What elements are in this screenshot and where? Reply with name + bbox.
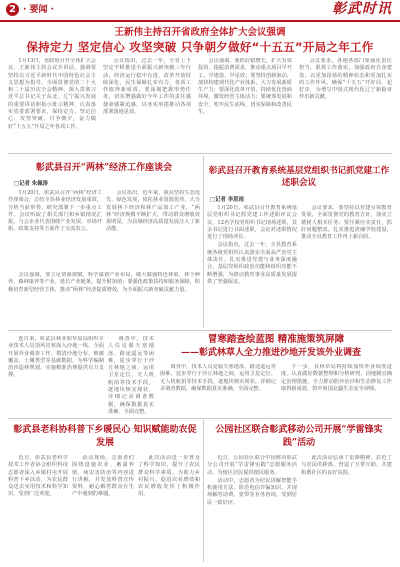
science-paragraph: 近日，彰武县老科学技术工作者协会组织科技志愿者深入乡镇村屯开展科普下乡活动，为农民群众送去实用技术和科学知识，受到广泛欢迎。 bbox=[8, 455, 68, 498]
feature-column-1 bbox=[8, 336, 104, 414]
column-divider bbox=[203, 420, 204, 562]
feature-column-2 bbox=[108, 336, 154, 414]
lead-headline: 保持定力 坚定信心 攻坚突破 只争朝夕做好“十五五”开局之年工作 bbox=[26, 40, 374, 54]
science-column-1 bbox=[8, 455, 68, 560]
forestry-paragraph: 会议强调，要立足资源禀赋，科学谋划产业布局，做大做强特色林果、林下种养、森林康养等产业，延长产业链条，提升附加值；要强化政策扶持和服务保障，积极培育新型经营主体，推动“两林”经济提质增效，为全面振兴新突破贡献力量。 bbox=[8, 272, 200, 293]
forestry-column-2 bbox=[106, 190, 200, 270]
column-divider bbox=[203, 156, 204, 328]
forestry-paragraph: 1月20日，彰武县召开“两林”经济工作座谈会，总结全县林业经济发展成效，分析当前形势，研究部署下一步重点工作。会议听取了相关部门和乡镇情况汇报，与会企业代表围绕产业发展、市场开拓、政策支持等方面作了交流发言。 bbox=[8, 190, 102, 233]
education-paragraph: 会议要求，要坚持以党建引领教育发展，全面贯彻党的教育方针，落实立德树人根本任务；要压紧压实责任，抓好问题整改，扎实推进清廉学校建设，推动全县教育工作再上新台阶。 bbox=[301, 205, 392, 241]
divider bbox=[8, 153, 392, 154]
science-paragraph: 活动现场，志愿者们围绕设施农业、畜禽养殖、病虫害防治等内容进行讲解，并发放科普宣传资料，耐心解答群众在生产中遇到的难题。 bbox=[72, 455, 134, 498]
section-label: · 要闻 · bbox=[23, 5, 55, 15]
feature-paragraph: 调查中，技术人员克服天寒地冻、路途遥远等困难，徒步穿行于沙丘林地之间，运用卫星定位、无人机航拍等技术手段，逐地块核实现状，详细记录调查数据，确保数据真实准确、全面完整。 bbox=[108, 336, 154, 414]
feature-column-4 bbox=[281, 364, 392, 414]
lead-paragraph: 会议强调，要抓好稳增长，扩大有效投资，提振消费需求，推动重点项目早开工、早建设、早见效；要坚持创新驱动，加快构建现代化产业体系，大力发展新质生产力；要深化改革开放，持续优化营商环境，激发经营主体活力；要统筹发展和安全，兜牢民生底线，切实保障和改善民生。 bbox=[198, 58, 292, 116]
lead-column-4 bbox=[299, 58, 392, 150]
science-column-2 bbox=[72, 455, 134, 560]
community-column-1 bbox=[207, 455, 297, 560]
lead-column-1 bbox=[8, 58, 96, 150]
feature-column-3 bbox=[160, 364, 276, 414]
education-column-1 bbox=[207, 205, 297, 325]
community-paragraph: 活动中，志愿者为居民讲解智能手机使用方法、防范电信诈骗知识，并现场解答话费、宽带等业务咨询，受到居民一致好评。 bbox=[207, 477, 297, 506]
education-paragraph: 会议指出，过去一年，全县教育系统各级党组织认真落实全面从严治党主体责任，扎实推进党建与业务深度融合，基层党组织政治功能和组织功能不断增强，为推动教育事业高质量发展提供了坚强保证。 bbox=[207, 242, 297, 285]
newspaper-logo: 彰武时讯 bbox=[332, 1, 392, 17]
lead-column-2 bbox=[103, 58, 191, 150]
community-paragraph: 近日，公园社区联合中国移动彰武分公司开展“学雷锋实践”志愿服务活动，为辖区居民提供便民服务。 bbox=[207, 455, 297, 476]
forestry-byline: □记者 朱佩涛 bbox=[14, 181, 48, 187]
community-column-2 bbox=[301, 455, 392, 560]
divider bbox=[8, 418, 392, 419]
community-headline: 公园社区联合彰武移动公司开展“学雷锋实践”活动 bbox=[215, 425, 383, 448]
feature-headline: 冒寒踏查绘蓝图 精准施策筑屏障 bbox=[207, 334, 345, 345]
divider bbox=[8, 330, 392, 331]
page-number: 2 bbox=[6, 3, 19, 16]
feature-subheadline: ——彰武林草人全力推进沙地开发该外业调查 bbox=[180, 348, 361, 358]
education-paragraph: 1月20日，彰武县召开教育系统基层党组织书记抓党建工作述职评议会议，12名学校党组织书记现场述职，其余书记进行书面述职，会议对述职情况进行了现场评议。 bbox=[207, 205, 297, 241]
education-byline: □记者 李思雨 bbox=[210, 197, 244, 203]
community-paragraph: 此次活动弘扬了雷锋精神，拉近了与居民的距离，营造了互帮互助、共建和谐社区的良好氛围。 bbox=[301, 455, 392, 476]
lead-kicker: 王新伟主持召开省政府全体扩大会议强调 bbox=[114, 27, 286, 38]
feature-paragraph: 连日来，彰武县林业和草原局组织专业技术人员顶风冒寒深入沙地一线，全面开展外业调查工作，摸清沙地分布、植被覆盖、土壤类型等基础数据，为科学编制治沙造林规划、实施精准治理提供有力支撑。 bbox=[8, 336, 104, 379]
lead-paragraph: 会议要求，各地各部门要强化责任担当，狠抓工作落实，加强政府自身建设，以更加昂扬的精神状态和更加扎实的工作作风，确保“十五五”开好局、起好步，为谱写中国式现代化辽宁新篇章作出新贡献。 bbox=[299, 58, 392, 101]
forestry-meeting-headline: 彰武县召开“两林”经济工作座谈会 bbox=[35, 163, 173, 173]
feature-paragraph: 下一步，县林草局将持续加快外业调查进度，认真做好数据整理和分析研判，因地制宜确定治理措施，全力推动防沙治沙和生态修复工作取得新成效，筑牢祖国北疆生态安全屏障。 bbox=[281, 364, 392, 392]
education-column-2 bbox=[301, 205, 392, 325]
science-headline: 彰武县老科协科普下乡暖民心 知识赋能助农促发展 bbox=[13, 425, 197, 448]
lead-paragraph: 1月13日，省政府召开全体扩大会议，王新伟主持会议并讲话，强调要坚持以习近平新时代中国特色社会主义思想为指导，全面贯彻党的二十大和二十届历次全会精神，深入贯彻习近平总书记关于东北、辽宁振兴发展的重要讲话和指示批示精神，认真落实省委部署要求，保持定力、坚定信心，攻坚突破、只争朝夕，奋力做好“十五五”开局之年各项工作。 bbox=[8, 58, 96, 130]
lead-paragraph: 会议指出，过去一年，全省上下坚定不移推进全面振兴新突破三年行动，经济运行稳中有进，改革开放持续深化，民生保障扎实有力，各项工作取得新成效。要深刻把握形势任务，切实增强做好今年工作的责任感使命感紧迫感，以务实举措推动各项部署落地见效。 bbox=[103, 58, 191, 116]
science-column-3 bbox=[138, 455, 200, 560]
lead-column-3 bbox=[198, 58, 292, 150]
education-headline: 彰武县召开教育系统基层党组织书记抓党建工作述职会议 bbox=[208, 166, 390, 188]
forestry-paragraph: 会议指出，近年来，我县坚持生态优先、绿色发展，依托林业资源优势，大力发展林下经济和林产品加工产业，“两林”经济规模不断扩大，带动群众增收效果明显，为县域经济高质量发展注入了新动能。 bbox=[106, 190, 200, 233]
forestry-column-1 bbox=[8, 190, 102, 270]
forestry-column-3 bbox=[8, 272, 200, 324]
science-paragraph: 此次活动进一步普及了科学知识，提升了农民群众科学素质，为助力乡村振兴、促进农业增效和农民增收发挥了积极作用。 bbox=[138, 455, 200, 498]
feature-paragraph: 调查中，技术人员克服天寒地冻、路途遥远等困难，徒步穿行于沙丘林地之间，运用卫星定位、无人机航拍等技术手段，逐地块核实现状，详细记录调查数据，确保数据真实准确、全面完整。 bbox=[160, 364, 276, 392]
